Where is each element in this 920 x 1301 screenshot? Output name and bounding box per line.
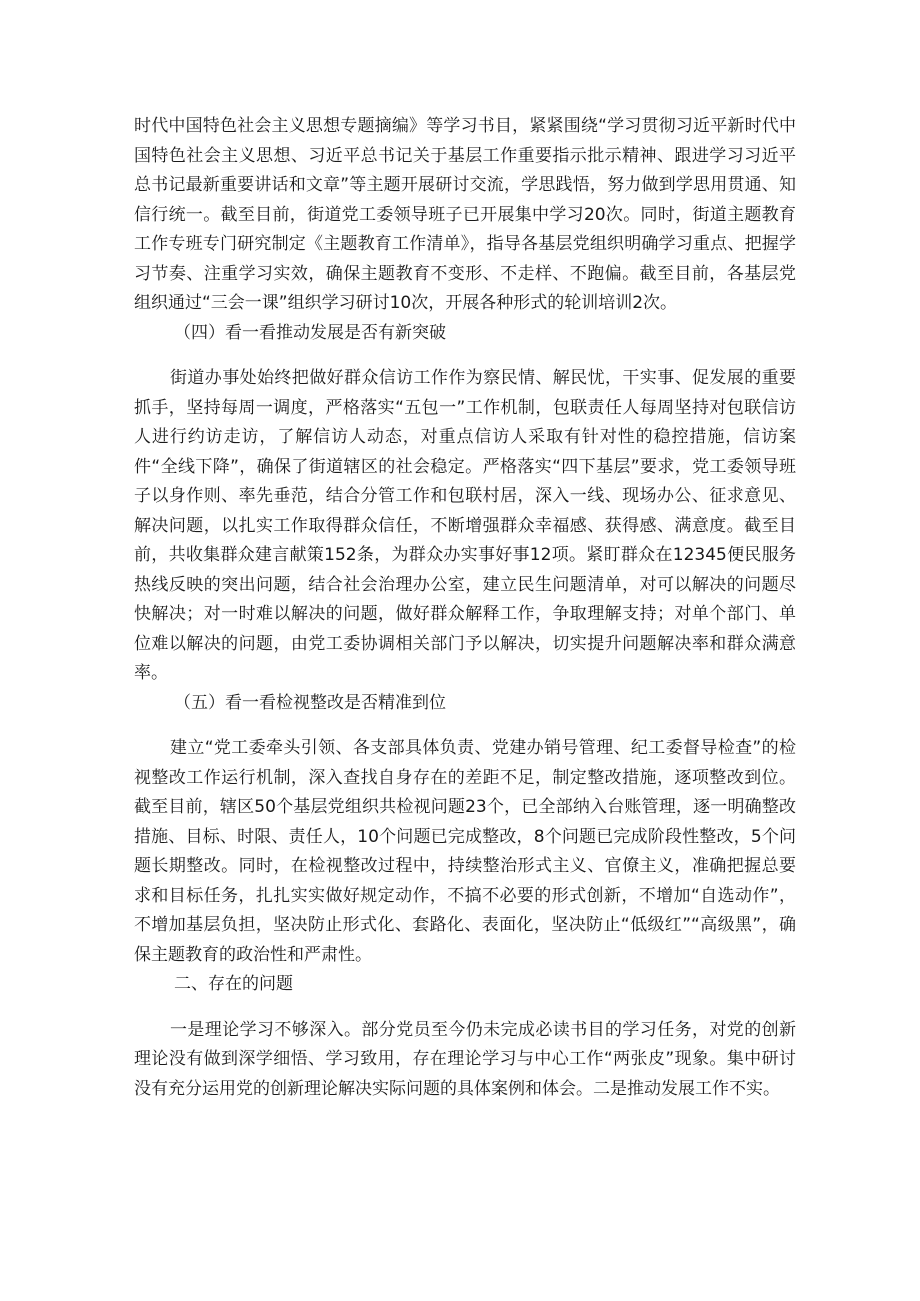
heading-section-4: （四）看一看推动发展是否有新突破	[174, 322, 446, 343]
heading-problems: 二、存在的问题	[174, 974, 293, 994]
document-body	[134, 112, 796, 1104]
paragraph-study-continuation: 时代中国特色社会主义思想专题摘编》等学习书目，紧紧围绕“学习贯彻习近平新时代中国特色社会主义思想、习近平总书记关于基层工作重要指示批示精神、跟进学习习近平总书记最新重要讲话和文章”等主题开展研讨交流，学思践悟，努力做到学思用贯通、知信行统一。截至目前，街道党工委领导班子已开展集中学习20次。同时，街道主题教育工作专班专门研究制定《主题教育工作清单》，指导各基层党组织明确学习重点、把握学习节奏、注重学习实效，确保主题教育不变形、不走样、不跑偏。截至目前，各基层党组织通过“三会一课”组织学习研讨10次，开展各种形式的轮训培训2次。	[134, 116, 796, 313]
paragraph-problems: 一是理论学习不够深入。部分党员至今仍未完成必读书目的学习任务，对党的创新理论没有做到深学细悟、学习致用，存在理论学习与中心工作“两张皮”现象。集中研讨没有充分运用党的创新理论解决实际问题的具体案例和体会。二是推动发展工作不实。	[134, 1019, 796, 1099]
paragraph-rectification: 建立“党工委牵头引领、各支部具体负责、党建办销号管理、纪工委督导检查”的检视整改工作运行机制，深入查找自身存在的差距不足，制定整改措施，逐项整改到位。截至目前，辖区50个基层党组织共检视问题23个，已全部纳入台账管理，逐一明确整改措施、目标、时限、责任人，10个问题已完成整改，8个问题已完成阶段性整改，5个问题长期整改。同时，在检视整改过程中，持续整治形式主义、官僚主义，准确把握总要求和目标任务，扎扎实实做好规定动作，不搞不必要的形式创新，不增加“自选动作”，不增加基层负担，坚决防止形式化、套路化、表面化，坚决防止“低级红”“高级黑”，确保主题教育的政治性和严肃性。	[134, 738, 796, 965]
paragraph-development: 街道办事处始终把做好群众信访工作作为察民情、解民忧，干实事、促发展的重要抓手，坚持每周一调度，严格落实“五包一”工作机制，包联责任人每周坚持对包联信访人进行约访走访，了解信访人动态，对重点信访人采取有针对性的稳控措施，信访案件“全线下降”，确保了街道辖区的社会稳定。严格落实“四下基层”要求，党工委领导班子以身作则、率先垂范，结合分管工作和包联村居，深入一线、现场办公、征求意见、解决问题，以扎实工作取得群众信任，不断增强群众幸福感、获得感、满意度。截至目前，共收集群众建言献策152条，为群众办实事好事12项。紧盯群众在12345便民服务热线反映的突出问题，结合社会治理办公室，建立民生问题清单，对可以解决的问题尽快解决；对一时难以解决的问题，做好群众解释工作，争取理解支持；对单个部门、单位难以解决的问题，由党工委协调相关部门予以解决，切实提升问题解决率和群众满意率。	[134, 368, 796, 683]
heading-section-5: （五）看一看检视整改是否精准到位	[174, 692, 446, 713]
